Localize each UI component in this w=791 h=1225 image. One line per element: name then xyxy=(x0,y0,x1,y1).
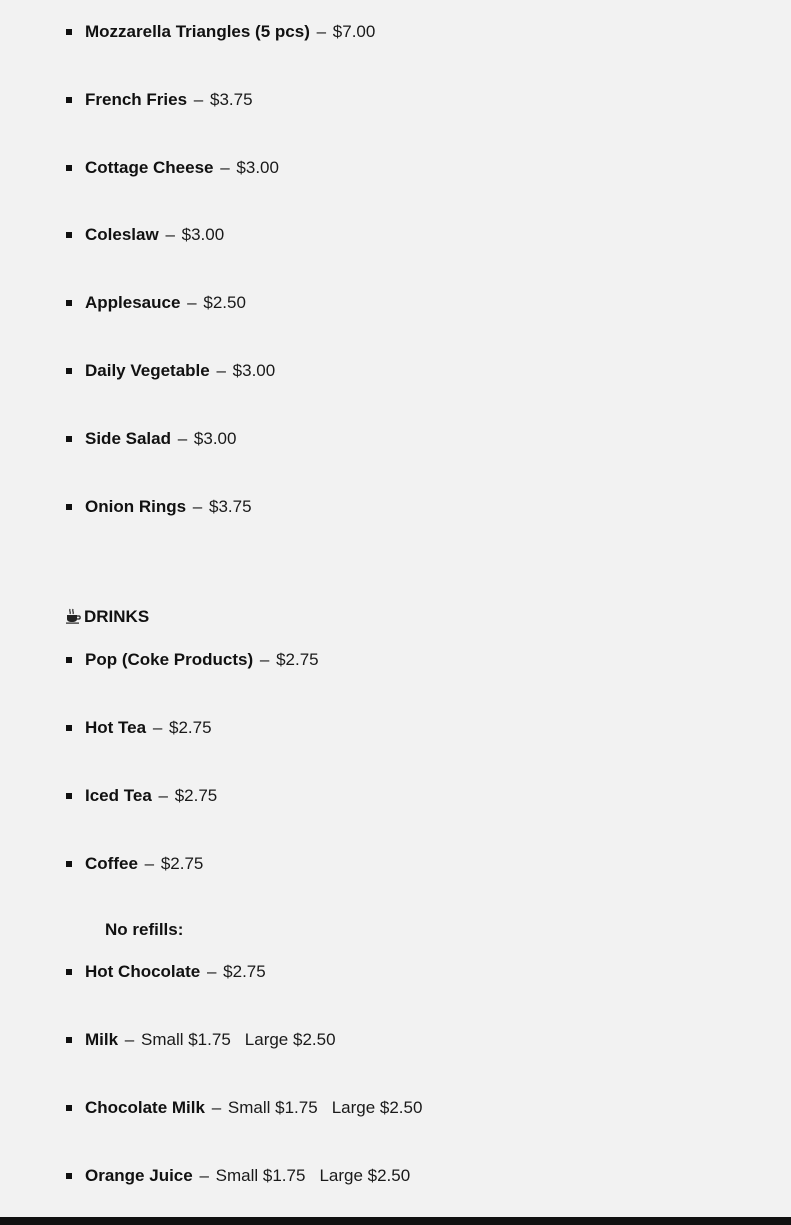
item-name: Chocolate Milk xyxy=(85,1098,205,1117)
bullet-icon xyxy=(66,232,72,238)
item-name: Mozzarella Triangles (5 pcs) xyxy=(85,22,310,41)
bullet-icon xyxy=(66,1037,72,1043)
item-price: $7.00 xyxy=(332,22,376,41)
bullet-icon xyxy=(66,969,72,975)
item-price: $3.00 xyxy=(236,158,279,177)
large-price: Large $2.50 xyxy=(331,1098,423,1117)
item-name: Daily Vegetable xyxy=(85,361,210,380)
bullet-icon xyxy=(66,1173,72,1179)
bullet-icon xyxy=(66,97,72,103)
separator: – xyxy=(187,293,197,312)
item-price: $3.75 xyxy=(209,90,253,109)
separator: – xyxy=(216,361,226,380)
item-name: Hot Chocolate xyxy=(85,962,201,981)
large-price: Large $2.50 xyxy=(319,1166,411,1185)
separator: – xyxy=(199,1166,209,1185)
separator: – xyxy=(316,22,327,41)
separator: – xyxy=(259,650,270,669)
drinks-title: DRINKS xyxy=(84,607,150,626)
item-name: French Fries xyxy=(85,90,188,109)
item-price: $2.75 xyxy=(160,854,204,873)
bullet-icon xyxy=(66,1105,72,1111)
separator: – xyxy=(211,1098,222,1117)
item-name: Milk xyxy=(85,1030,119,1049)
item-name: Onion Rings xyxy=(85,497,187,516)
bullet-icon xyxy=(66,165,72,171)
separator: – xyxy=(193,90,204,109)
item-price: $2.75 xyxy=(169,718,212,737)
drinks-heading xyxy=(66,604,149,630)
item-price: $3.00 xyxy=(232,361,276,380)
item-name: Side Salad xyxy=(85,429,171,448)
separator: – xyxy=(165,225,175,244)
item-name: Iced Tea xyxy=(85,786,152,805)
separator: – xyxy=(192,497,203,516)
no-refills-label: No refills: xyxy=(105,920,184,939)
bullet-icon xyxy=(66,725,72,731)
item-price: $3.00 xyxy=(193,429,237,448)
item-name: Pop (Coke Products) xyxy=(85,650,254,669)
coffee-cup-icon xyxy=(66,608,81,624)
item-price: $2.75 xyxy=(223,962,266,981)
small-price: Small $1.75 xyxy=(227,1098,318,1117)
item-name: Cottage Cheese xyxy=(85,158,214,177)
footer-bar xyxy=(0,1217,791,1225)
bullet-icon xyxy=(66,861,72,867)
bullet-icon xyxy=(66,504,72,510)
separator: – xyxy=(124,1030,135,1049)
separator: – xyxy=(158,786,168,805)
separator: – xyxy=(144,854,155,873)
bullet-icon xyxy=(66,436,72,442)
item-price: $2.75 xyxy=(174,786,218,805)
item-price: $2.75 xyxy=(276,650,319,669)
item-name: Orange Juice xyxy=(85,1166,193,1185)
bullet-icon xyxy=(66,368,72,374)
item-price: $3.75 xyxy=(208,497,252,516)
item-name: Coleslaw xyxy=(85,225,159,244)
separator: – xyxy=(177,429,188,448)
bullet-icon xyxy=(66,657,72,663)
item-name: Applesauce xyxy=(85,293,181,312)
small-price: Small $1.75 xyxy=(215,1166,306,1185)
item-name: Hot Tea xyxy=(85,718,147,737)
large-price: Large $2.50 xyxy=(244,1030,336,1049)
small-price: Small $1.75 xyxy=(141,1030,231,1049)
bullet-icon xyxy=(66,300,72,306)
item-name: Coffee xyxy=(85,854,138,873)
separator: – xyxy=(206,962,217,981)
bullet-icon xyxy=(66,29,72,35)
item-price: $3.00 xyxy=(181,225,225,244)
bullet-icon xyxy=(66,793,72,799)
separator: – xyxy=(220,158,230,177)
separator: – xyxy=(152,718,163,737)
item-price: $2.50 xyxy=(203,293,246,312)
